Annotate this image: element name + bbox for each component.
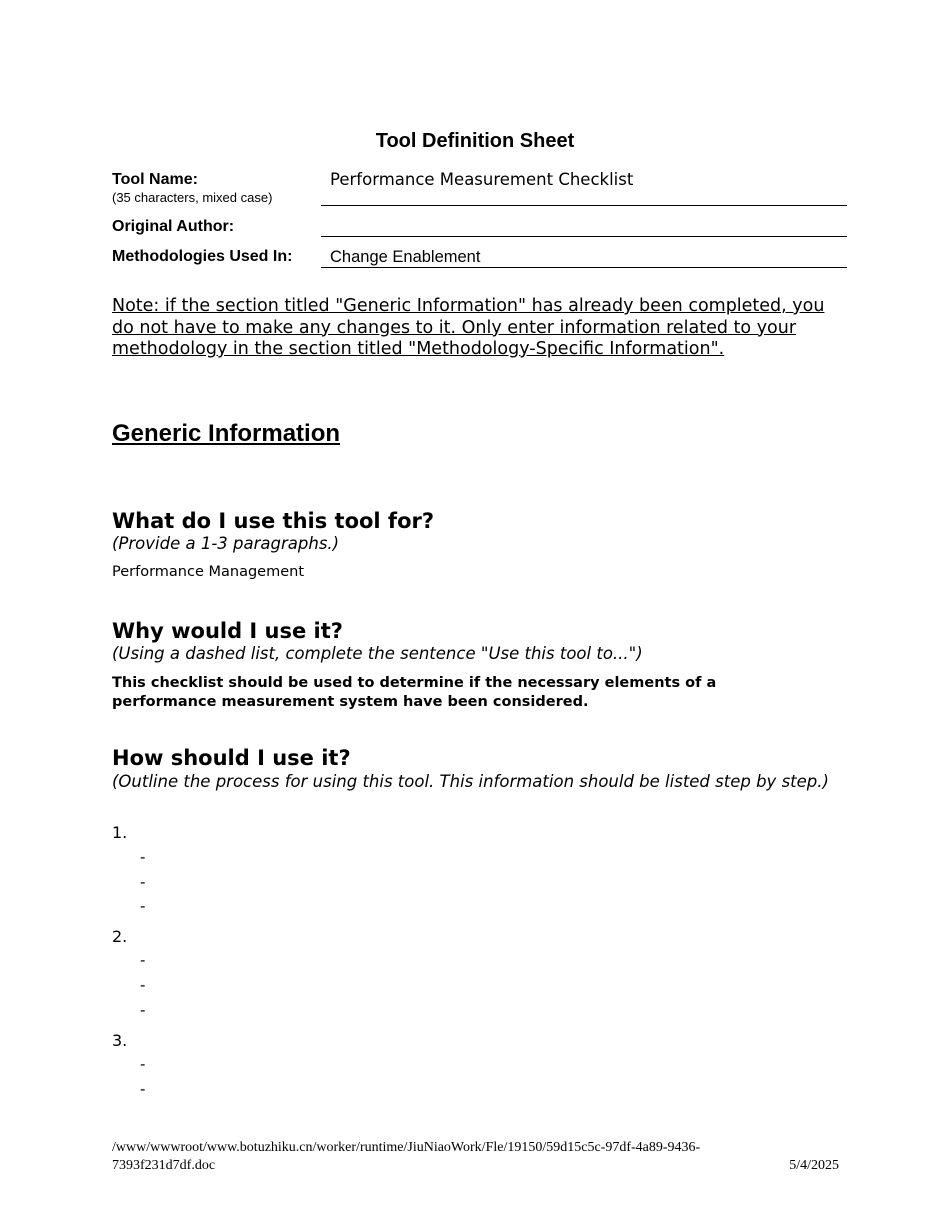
step-number: 3.	[112, 1031, 128, 1050]
methodologies-underline	[321, 267, 847, 268]
footer-path-line2: 7393f231d7df.doc	[112, 1158, 216, 1173]
step-dash: -	[140, 1080, 146, 1098]
footer-date: 5/4/2025	[789, 1158, 839, 1173]
why-heading: Why would I use it?	[112, 619, 343, 643]
step-dash: -	[140, 1055, 146, 1073]
tool-name-label: Tool Name:	[112, 171, 198, 188]
step-dash: -	[140, 873, 146, 891]
what-body: Performance Management	[112, 564, 305, 580]
why-hint: (Using a dashed list, complete the sentence "Use this tool to...")	[112, 644, 643, 663]
how-heading: How should I use it?	[112, 746, 351, 770]
step-dash: -	[140, 951, 146, 969]
footer-file-path	[112, 1139, 700, 1175]
why-body: This checklist should be used to determine if the necessary elements of a performance measurement system have been considered.	[112, 675, 717, 710]
methodologies-value[interactable]: Change Enablement	[330, 248, 481, 266]
tool-name-underline	[321, 205, 847, 206]
step-dash: -	[140, 1001, 146, 1019]
instruction-note: Note: if the section titled "Generic Information" has already been completed, you do not have to make any changes to it. Only enter information related to your methodology in the section titled "Methodology-Specific Information".	[112, 296, 825, 359]
page-title: Tool Definition Sheet	[375, 130, 575, 152]
tool-name-value[interactable]: Performance Measurement Checklist	[330, 170, 634, 189]
step-dash: -	[140, 976, 146, 994]
what-hint: (Provide a 1-3 paragraphs.)	[112, 534, 340, 553]
step-number: 1.	[112, 823, 128, 842]
tool-name-hint: (35 characters, mixed case)	[112, 190, 273, 205]
original-author-label: Original Author:	[112, 218, 235, 235]
footer-path-line1: /www/wwwroot/www.botuzhiku.cn/worker/runtime/JiuNiaoWork/Fle/19150/59d15c5c-97df-4a89-9436-	[112, 1140, 701, 1155]
step-dash: -	[140, 897, 146, 915]
what-heading: What do I use this tool for?	[112, 509, 435, 533]
generic-information-heading: Generic Information	[112, 420, 341, 447]
methodologies-label: Methodologies Used In:	[112, 248, 293, 265]
how-hint: (Outline the process for using this tool. This information should be listed step by step.)	[112, 772, 829, 791]
original-author-underline	[321, 236, 847, 237]
step-dash: -	[140, 848, 146, 866]
step-number: 2.	[112, 927, 128, 946]
